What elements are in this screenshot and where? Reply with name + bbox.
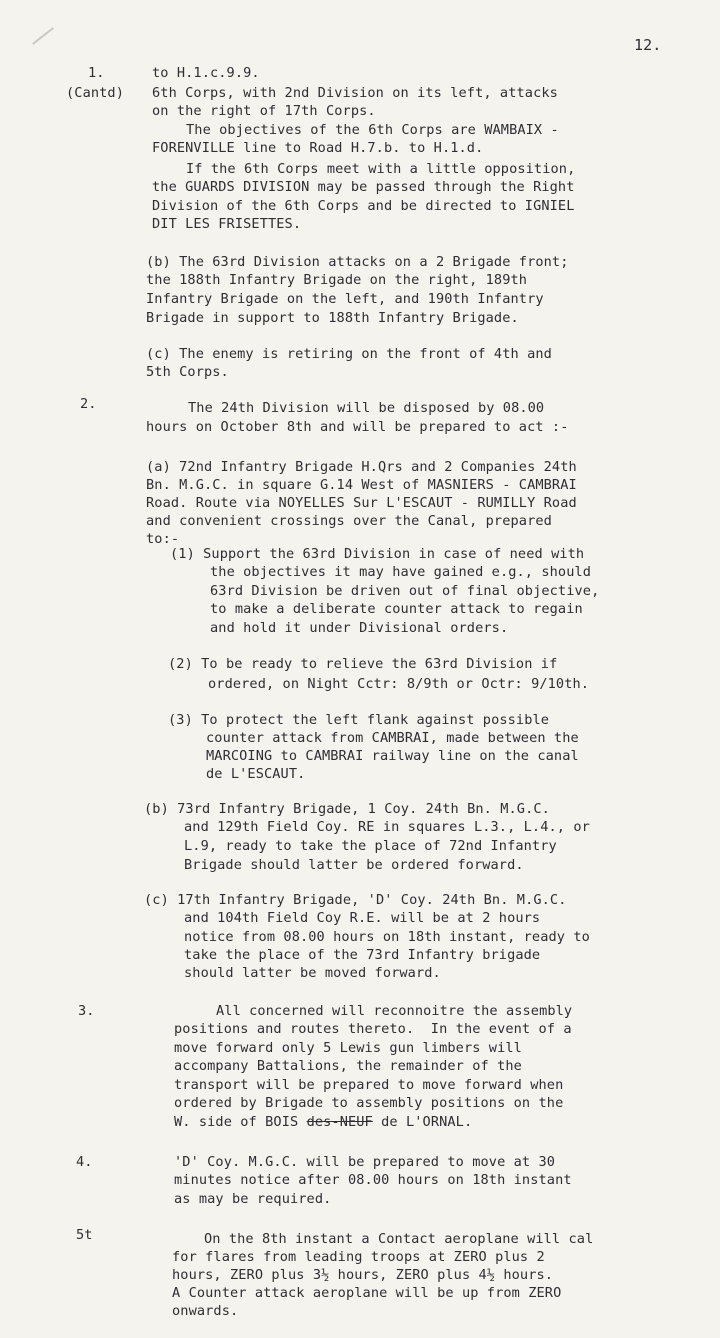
text-line: L.9, ready to take the place of 72nd Infantry (184, 838, 557, 854)
text-line: as may be required. (174, 1191, 332, 1207)
text-line: to H.1.c.9.9. (152, 65, 260, 81)
text-line: (c) The enemy is retiring on the front of 4th and (146, 346, 552, 362)
pen-mark (32, 27, 54, 45)
text-line: hours on October 8th and will be prepared to act :- (146, 419, 569, 435)
text-line: for flares from leading troops at ZERO plus 2 (172, 1249, 545, 1265)
paragraph-number-1: 1. (88, 65, 105, 81)
text-line: to:- (146, 531, 180, 547)
paragraph-number-2: 2. (80, 396, 97, 412)
text-line: On the 8th instant a Contact aeroplane will cal (204, 1231, 594, 1247)
text-segment: de L'ORNAL. (372, 1114, 473, 1130)
text-segment: W. side of BOIS (174, 1114, 299, 1130)
text-line: 'D' Coy. M.G.C. will be prepared to move at 30 (174, 1154, 556, 1170)
text-line: take the place of the 73rd Infantry brigade (184, 947, 541, 963)
text-line: counter attack from CAMBRAI, made between the (206, 730, 579, 746)
page-number: 12. (634, 36, 662, 54)
text-line: (2) To be ready to relieve the 63rd Division if (168, 656, 558, 672)
text-line: positions and routes thereto. In the event of a (174, 1021, 572, 1037)
text-line: (c) 17th Infantry Brigade, 'D' Coy. 24th Bn. M.G.C. (144, 892, 567, 908)
text-line: 63rd Division be driven out of final objective, (210, 583, 600, 599)
text-line: (3) To protect the left flank against possible (168, 712, 550, 728)
text-line: All concerned will reconnoitre the assembly (216, 1003, 573, 1019)
text-line: DIT LES FRISETTES. (152, 216, 302, 232)
text-line: the GUARDS DIVISION may be passed through the Right (152, 179, 575, 195)
paragraph-number-5: 5t (76, 1227, 93, 1243)
text-line: and 129th Field Coy. RE in squares L.3., L.4., or (184, 819, 590, 835)
text-line: Brigade should latter be ordered forward. (184, 857, 524, 873)
text-line: transport will be prepared to move forward when (174, 1077, 564, 1093)
struck-text: des-NEUF (306, 1114, 373, 1130)
text-line: A Counter attack aeroplane will be up from ZERO (172, 1285, 562, 1301)
text-line: ordered, on Night Cctr: 8/9th or Octr: 9/10th. (208, 676, 590, 692)
text-line: hours, ZERO plus 3½ hours, ZERO plus 4½ hours. (172, 1267, 554, 1283)
text-line: and 104th Field Coy R.E. will be at 2 hours (184, 910, 541, 926)
text-line: accompany Battalions, the remainder of the (174, 1058, 522, 1074)
text-line: The objectives of the 6th Corps are WAMBAIX - (186, 122, 559, 138)
text-line: (1) Support the 63rd Division in case of need with (170, 546, 585, 562)
text-line: (a) 72nd Infantry Brigade H.Qrs and 2 Companies 24th (146, 459, 577, 475)
text-line: (b) The 63rd Division attacks on a 2 Brigade front; (146, 254, 569, 270)
text-line: minutes notice after 08.00 hours on 18th instant (174, 1172, 572, 1188)
text-line: onwards. (172, 1303, 239, 1319)
text-line: Division of the 6th Corps and be directed to IGNIEL (152, 198, 575, 214)
text-line: MARCOING to CAMBRAI railway line on the canal (206, 748, 579, 764)
text-line: de L'ESCAUT. (206, 766, 306, 782)
text-line: the objectives it may have gained e.g., should (210, 564, 592, 580)
continued-marker: (Cantd) (66, 85, 124, 101)
text-line: the 188th Infantry Brigade on the right, 189th (146, 272, 528, 288)
text-line: 5th Corps. (146, 364, 229, 380)
text-line: 6th Corps, with 2nd Division on its left, attacks (152, 85, 558, 101)
text-line: on the right of 17th Corps. (152, 103, 376, 119)
text-line: (b) 73rd Infantry Brigade, 1 Coy. 24th Bn. M.G.C. (144, 801, 550, 817)
text-line: and hold it under Divisional orders. (210, 620, 509, 636)
text-line: notice from 08.00 hours on 18th instant, ready to (184, 929, 590, 945)
text-line: and convenient crossings over the Canal, prepared (146, 513, 552, 529)
text-line: move forward only 5 Lewis gun limbers will (174, 1040, 522, 1056)
paragraph-number-3: 3. (78, 1003, 95, 1019)
text-line: should latter be moved forward. (184, 965, 441, 981)
paragraph-number-4: 4. (76, 1154, 93, 1170)
text-line (174, 1113, 472, 1131)
text-line: Brigade in support to 188th Infantry Brigade. (146, 310, 519, 326)
text-line: If the 6th Corps meet with a little opposition, (186, 161, 576, 177)
text-line: to make a deliberate counter attack to regain (210, 601, 583, 617)
text-line: The 24th Division will be disposed by 08.00 (188, 400, 545, 416)
text-line: ordered by Brigade to assembly positions on the (174, 1095, 564, 1111)
text-line: Infantry Brigade on the left, and 190th Infantry (146, 291, 544, 307)
text-line: FORENVILLE line to Road H.7.b. to H.1.d. (152, 140, 484, 156)
text-line: Road. Route via NOYELLES Sur L'ESCAUT - RUMILLY Road (146, 495, 577, 511)
text-line: Bn. M.G.C. in square G.14 West of MASNIERS - CAMBRAI (146, 477, 577, 493)
